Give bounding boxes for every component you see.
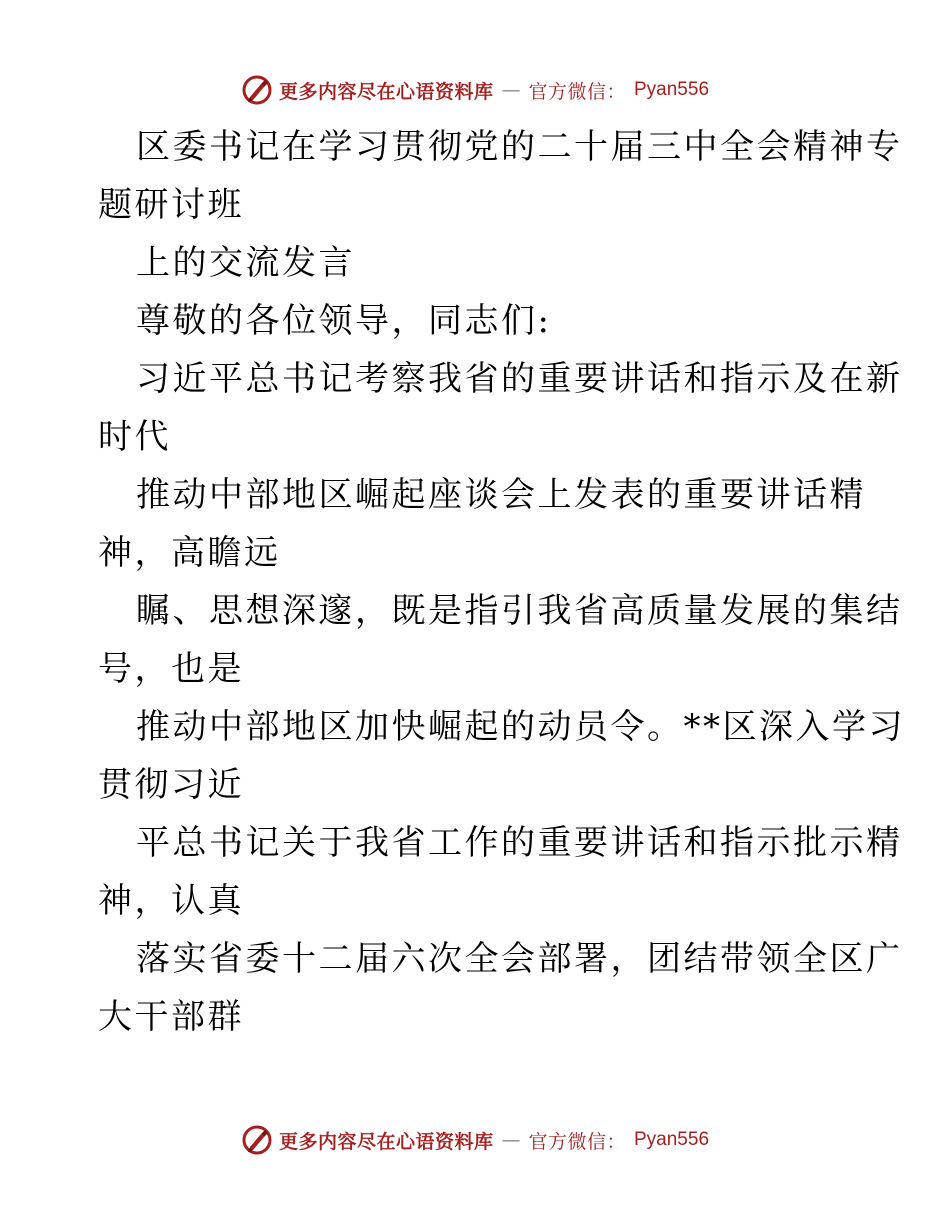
text-line: 区委书记在学习贯彻党的二十届三中全会精神专 [136, 127, 903, 167]
text-line: 推动中部地区崛起座谈会上发表的重要讲话精 [136, 475, 866, 515]
text-line: 题研讨班 [98, 185, 244, 225]
header-wechat-label: 官方微信： [528, 80, 626, 103]
footer-wechat-id: Pyan556 [634, 1129, 710, 1150]
footer-separator: — [501, 1129, 521, 1151]
text-line: 时代 [98, 417, 171, 457]
text-line: 平总书记关于我省工作的重要讲话和指示批示精 [136, 823, 903, 863]
header-separator: — [501, 79, 521, 101]
header-brand-text: 更多内容尽在心语资料库 [278, 80, 494, 103]
text-line: 号，也是 [98, 649, 244, 689]
text-line: 习近平总书记考察我省的重要讲话和指示及在新 [136, 359, 903, 399]
text-line: 神，高瞻远 [98, 533, 281, 573]
footer-watermark [0, 1120, 950, 1160]
pen-logo-icon [241, 74, 273, 106]
text-line: 推动中部地区加快崛起的动员令。**区深入学习 [136, 707, 905, 747]
text-line: 大干部群 [98, 997, 244, 1037]
header-wechat-id: Pyan556 [634, 79, 710, 100]
text-line: 落实省委十二届六次全会部署，团结带领全区广 [136, 939, 903, 979]
document-body [98, 118, 905, 1046]
text-line: 上的交流发言 [136, 243, 355, 283]
text-line: 贯彻习近 [98, 765, 244, 805]
footer-brand-text: 更多内容尽在心语资料库 [278, 1130, 494, 1153]
text-line: 瞩、思想深邃，既是指引我省高质量发展的集结 [136, 591, 903, 631]
text-line: 尊敬的各位领导，同志们: [136, 301, 552, 341]
header-watermark [0, 70, 950, 110]
footer-wechat-label: 官方微信： [528, 1130, 626, 1153]
pen-logo-icon [241, 1124, 273, 1156]
text-line: 神，认真 [98, 881, 244, 921]
